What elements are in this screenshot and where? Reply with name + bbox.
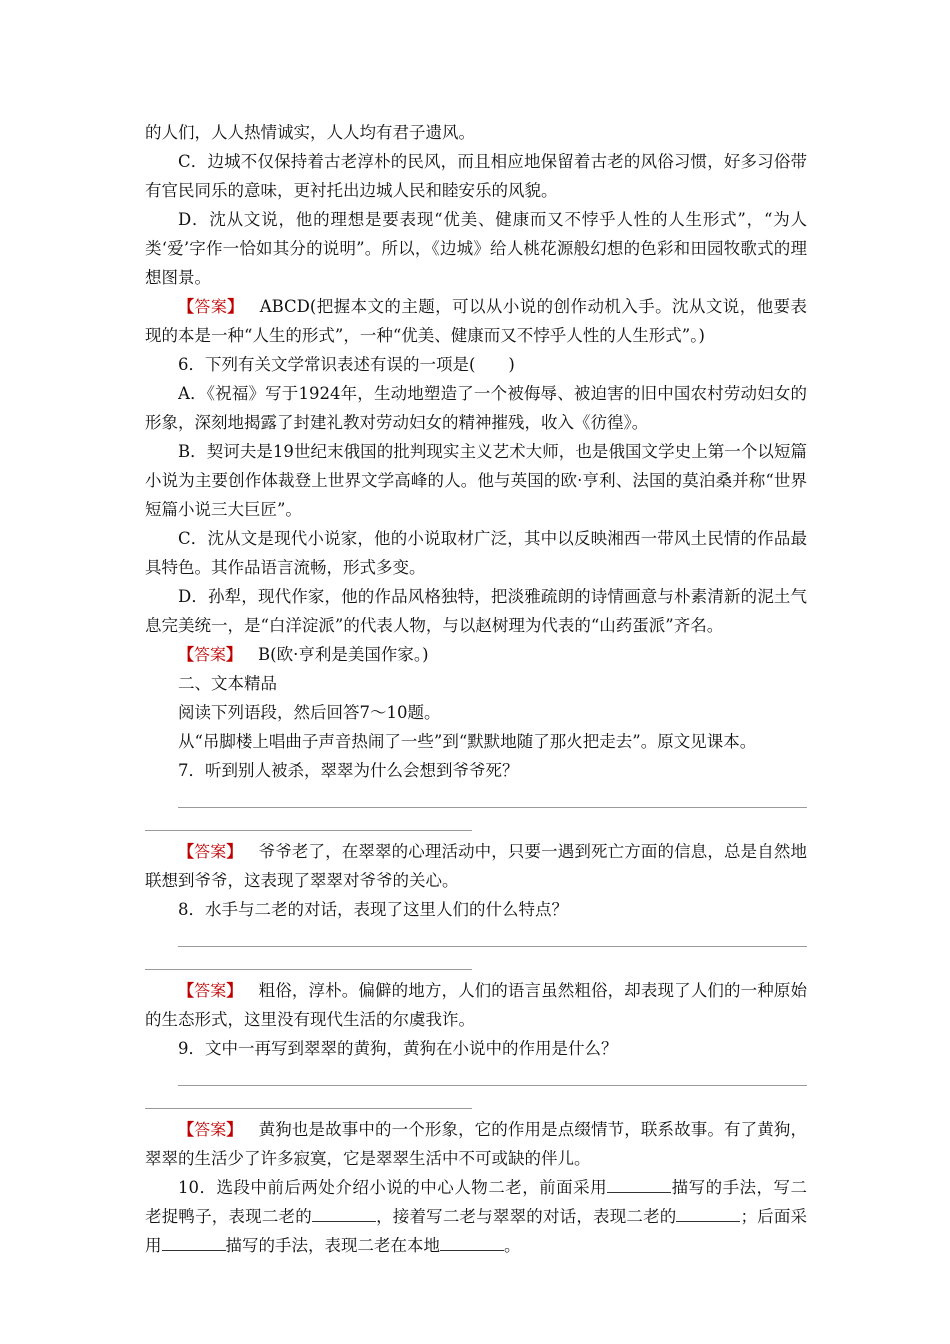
option-d-q6: D．孙犁，现代作家，他的作品风格独特，把淡雅疏朗的诗情画意与朴素清新的泥土气息完美统一，是“白洋淀派”的代表人物，与以赵树理为代表的“山药蛋派”齐名。 [145, 587, 807, 635]
answer-label: 【答案】 [178, 297, 244, 316]
reading-instruction: 阅读下列语段，然后回答7～10题。 [178, 703, 441, 722]
section-heading: 二、文本精品 [178, 674, 277, 693]
answer-q7 [145, 837, 807, 895]
answer-label: 【答案】 [178, 981, 243, 1000]
question-8: 8．水手与二老的对话，表现了这里人们的什么特点？ [178, 900, 568, 919]
option-d-q5: D．沈从文说，他的理想是要表现“优美、健康而又不悖乎人性的人生形式”，“为人类‘爱’字作一恰如其分的说明”。所以，《边城》给人桃花源般幻想的色彩和田园牧歌式的理想图景。 [145, 210, 807, 287]
paragraph-continuation: 的人们，人人热情诚实，人人均有君子遗风。 [145, 123, 475, 142]
answer-q5 [145, 292, 807, 350]
answer-line[interactable] [145, 830, 472, 831]
option-a-q6: A．《祝福》写于1924年，生动地塑造了一个被侮辱、被迫害的旧中国农村劳动妇女的形象，深刻地揭露了封建礼教对劳动妇女的精神摧残，收入《彷徨》。 [145, 384, 807, 432]
fill-blank[interactable] [440, 1232, 504, 1251]
answer-line[interactable] [178, 946, 807, 947]
answer-label: 【答案】 [178, 842, 243, 861]
option-b-q6: B．契诃夫是19世纪末俄国的批判现实主义艺术大师，也是俄国文学史上第一个以短篇小说为主要创作体裁登上世界文学高峰的人。他与英国的欧·亨利、法国的莫泊桑并称“世界短篇小说三大巨匠”。 [145, 442, 807, 519]
answer-q9 [145, 1115, 807, 1173]
answer-q8 [145, 976, 807, 1034]
fill-blank[interactable] [162, 1232, 226, 1251]
answer-text: B(欧·亨利是美国作家。) [258, 645, 429, 664]
answer-line[interactable] [178, 1085, 807, 1086]
option-c-q5: C．边城不仅保持着古老淳朴的民风，而且相应地保留着古老的风俗习惯，好多习俗带有官民同乐的意味，更衬托出边城人民和睦安乐的风貌。 [145, 152, 807, 200]
answer-text: ABCD(把握本文的主题，可以从小说的创作动机入手。沈从文说，他要表现的本是一种“人生的形式”，一种“优美、健康而又不悖乎人性的人生形式”。) [145, 297, 807, 345]
question-6: 6．下列有关文学常识表述有误的一项是( ) [178, 355, 515, 374]
answer-label: 【答案】 [178, 1120, 243, 1139]
option-c-q6: C．沈从文是现代小说家，他的小说取材广泛，其中以反映湘西一带风土民情的作品最具特色。其作品语言流畅，形式多变。 [145, 529, 807, 577]
fill-blank[interactable] [607, 1174, 671, 1193]
answer-text: 爷爷老了，在翠翠的心理活动中，只要一遇到死亡方面的信息，总是自然地联想到爷爷，这表现了翠翠对爷爷的关心。 [145, 842, 807, 890]
fill-blank[interactable] [676, 1203, 740, 1222]
answer-text: 粗俗，淳朴。偏僻的地方，人们的语言虽然粗俗，却表现了人们的一种原始的生态形式，这里没有现代生活的尔虞我诈。 [145, 981, 807, 1029]
question-7: 7．听到别人被杀，翠翠为什么会想到爷爷死？ [178, 761, 519, 780]
question-10: 10．选段中前后两处介绍小说的中心人物二老，前面采用 描写的手法，写二老捉鸭子，表现二老的 ，接着写二老与翠翠的对话，表现二老的 ；后面采用 描写的手法，表现二老在本地 。 [145, 1173, 807, 1260]
question-9: 9．文中一再写到翠翠的黄狗，黄狗在小说中的作用是什么？ [178, 1039, 618, 1058]
source-range: 从“吊脚楼上唱曲子声音热闹了一些”到“默默地随了那火把走去”。原文见课本。 [178, 732, 757, 751]
answer-line[interactable] [145, 969, 472, 970]
answer-label: 【答案】 [178, 645, 243, 664]
answer-text: 黄狗也是故事中的一个形象，它的作用是点缀情节，联系故事。有了黄狗，翠翠的生活少了许多寂寞，它是翠翠生活中不可或缺的伴儿。 [145, 1120, 807, 1168]
fill-blank[interactable] [312, 1203, 376, 1222]
answer-line[interactable] [145, 1108, 472, 1109]
answer-line[interactable] [178, 807, 807, 808]
document-page [145, 118, 807, 1260]
answer-q6 [145, 640, 807, 669]
